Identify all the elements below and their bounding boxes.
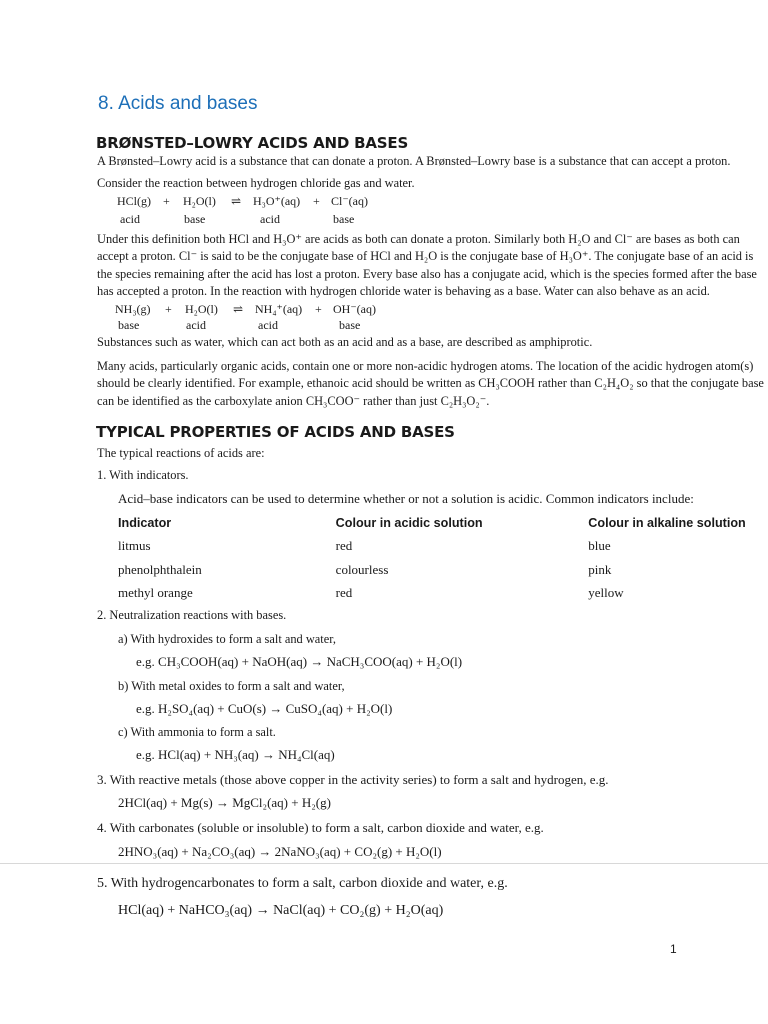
list-item-2a: a) With hydroxides to form a salt and water, (118, 632, 336, 646)
eq-term: OH⁻(aq) (333, 302, 376, 316)
eq-term: H₃O⁺(aq) (253, 194, 301, 208)
list-item-3: 3. With reactive metals (those above copper in the activity series) to form a salt and hydrogen, e.g. (97, 772, 609, 787)
table-cell: pink (588, 561, 612, 577)
equation-ammonia-water (115, 302, 393, 317)
table-cell: yellow (588, 585, 624, 601)
table-cell: blue (588, 538, 611, 554)
table-header: Colour in alkaline solution (588, 515, 746, 530)
eq-term: NH₃(g) (115, 302, 151, 316)
paragraph-acidic-hydrogen: Many acids, particularly organic acids, contain one or more non-acidic hydrogen atoms. The location of the acidic hydrogen atom(s) should be clearly identified. For example, ethanoic acid should be written as CH₃COOH rather than C₂H₄O₂ so that the conjugate base can be identified as the carboxylate anion CH₃COO⁻ rather than just C₂H₃O₂⁻. (97, 359, 764, 408)
equation-2c: e.g. HCl(aq) + NH₃(aq) → NH₄Cl(aq) (136, 747, 335, 762)
eq-term: + (315, 302, 322, 316)
equation-2a: e.g. CH₃COOH(aq) + NaOH(aq) → NaCH₃COO(aq) + H₂O(l) (136, 654, 463, 669)
eq-label: acid (258, 318, 278, 332)
table-row (118, 535, 768, 559)
indicator-table (118, 511, 768, 605)
eq-label: acid (120, 212, 140, 226)
table-header: Indicator (118, 515, 172, 530)
equation-3: 2HCl(aq) + Mg(s) → MgCl₂(aq) + H₂(g) (118, 795, 331, 810)
eq-term: + (163, 194, 170, 208)
page-number: 1 (670, 942, 677, 956)
eq-term: + (313, 194, 320, 208)
section-heading-bronsted-lowry: BRØNSTED–LOWRY ACIDS AND BASES (96, 134, 409, 152)
equation-4: 2HNO₃(aq) + Na₂CO₃(aq) → 2NaNO₃(aq) + CO₂(g) + H₂O(l) (118, 844, 442, 859)
list-item-2b: b) With metal oxides to form a salt and water, (118, 679, 345, 693)
eq-term: + (165, 302, 172, 316)
paragraph-amphiprotic: Substances such as water, which can act both as an acid and as a base, are described as amphiprotic. (97, 335, 593, 349)
list-item-2: 2. Neutralization reactions with bases. (97, 608, 287, 622)
table-cell: phenolphthalein (118, 561, 202, 577)
eq-term: Cl⁻(aq) (331, 194, 368, 208)
equation-hcl-water (117, 194, 391, 209)
eq-label: base (339, 318, 361, 332)
table-cell: red (335, 585, 353, 601)
table-cell: litmus (118, 538, 151, 554)
table-cell: colourless (335, 561, 389, 577)
eq-label: base (333, 212, 355, 226)
table-row (118, 558, 768, 582)
section-heading-properties: TYPICAL PROPERTIES OF ACIDS AND BASES (96, 423, 455, 441)
table-cell: red (335, 538, 353, 554)
definition-line: A Brønsted–Lowry acid is a substance that can donate a proton. A Brønsted–Lowry base is a substance that can accept a proton. (97, 154, 731, 168)
eq-term: H₂O(l) (183, 194, 216, 208)
table-header-row (118, 511, 768, 535)
eq-term: H₂O(l) (185, 302, 218, 316)
list-item-2c: c) With ammonia to form a salt. (118, 725, 276, 739)
equation-5: HCl(aq) + NaHCO₃(aq) → NaCl(aq) + CO₂(g) + H₂O(aq) (118, 903, 444, 918)
page-divider (0, 863, 768, 864)
paragraph-conjugate: Under this definition both HCl and H₃O⁺ are acids as both can donate a proton. Similarly both H₂O and Cl⁻ are bases as both can accept a proton. Cl⁻ is said to be the conjugate base of HCl and H₂O is the conjugate base of H₃O⁺. The conjugate base of an acid is the species remaining after the acid has lost a proton. Every base also has a conjugate acid, which is the species formed after the base has accepted a proton. In the reaction with hydrogen chloride water is behaving as a base. Water can also behave as an acid. (97, 232, 757, 298)
properties-intro: The typical reactions of acids are: (97, 446, 265, 460)
reaction-intro: Consider the reaction between hydrogen chloride gas and water. (97, 176, 415, 190)
page-title: 8. Acids and bases (98, 93, 258, 114)
indicator-intro: Acid–base indicators can be used to determine whether or not a solution is acidic. Common indicators include: (118, 491, 694, 506)
table-header: Colour in acidic solution (335, 515, 483, 530)
eq-term: ⇌ (231, 194, 242, 208)
eq-term: ⇌ (233, 302, 244, 316)
list-item-5: 5. With hydrogencarbonates to form a salt, carbon dioxide and water, e.g. (97, 876, 508, 891)
eq-label: base (184, 212, 206, 226)
eq-label: acid (186, 318, 206, 332)
table-row (118, 582, 768, 606)
eq-term: NH₄⁺(aq) (255, 302, 303, 316)
list-item-1: 1. With indicators. (97, 468, 189, 482)
table-cell: methyl orange (118, 585, 193, 601)
eq-label: acid (260, 212, 280, 226)
eq-term: HCl(g) (117, 194, 151, 208)
equation-2b: e.g. H₂SO₄(aq) + CuO(s) → CuSO₄(aq) + H₂O(l) (136, 701, 393, 716)
eq-label: base (118, 318, 140, 332)
list-item-4: 4. With carbonates (soluble or insoluble) to form a salt, carbon dioxide and water, e.g. (97, 820, 544, 835)
